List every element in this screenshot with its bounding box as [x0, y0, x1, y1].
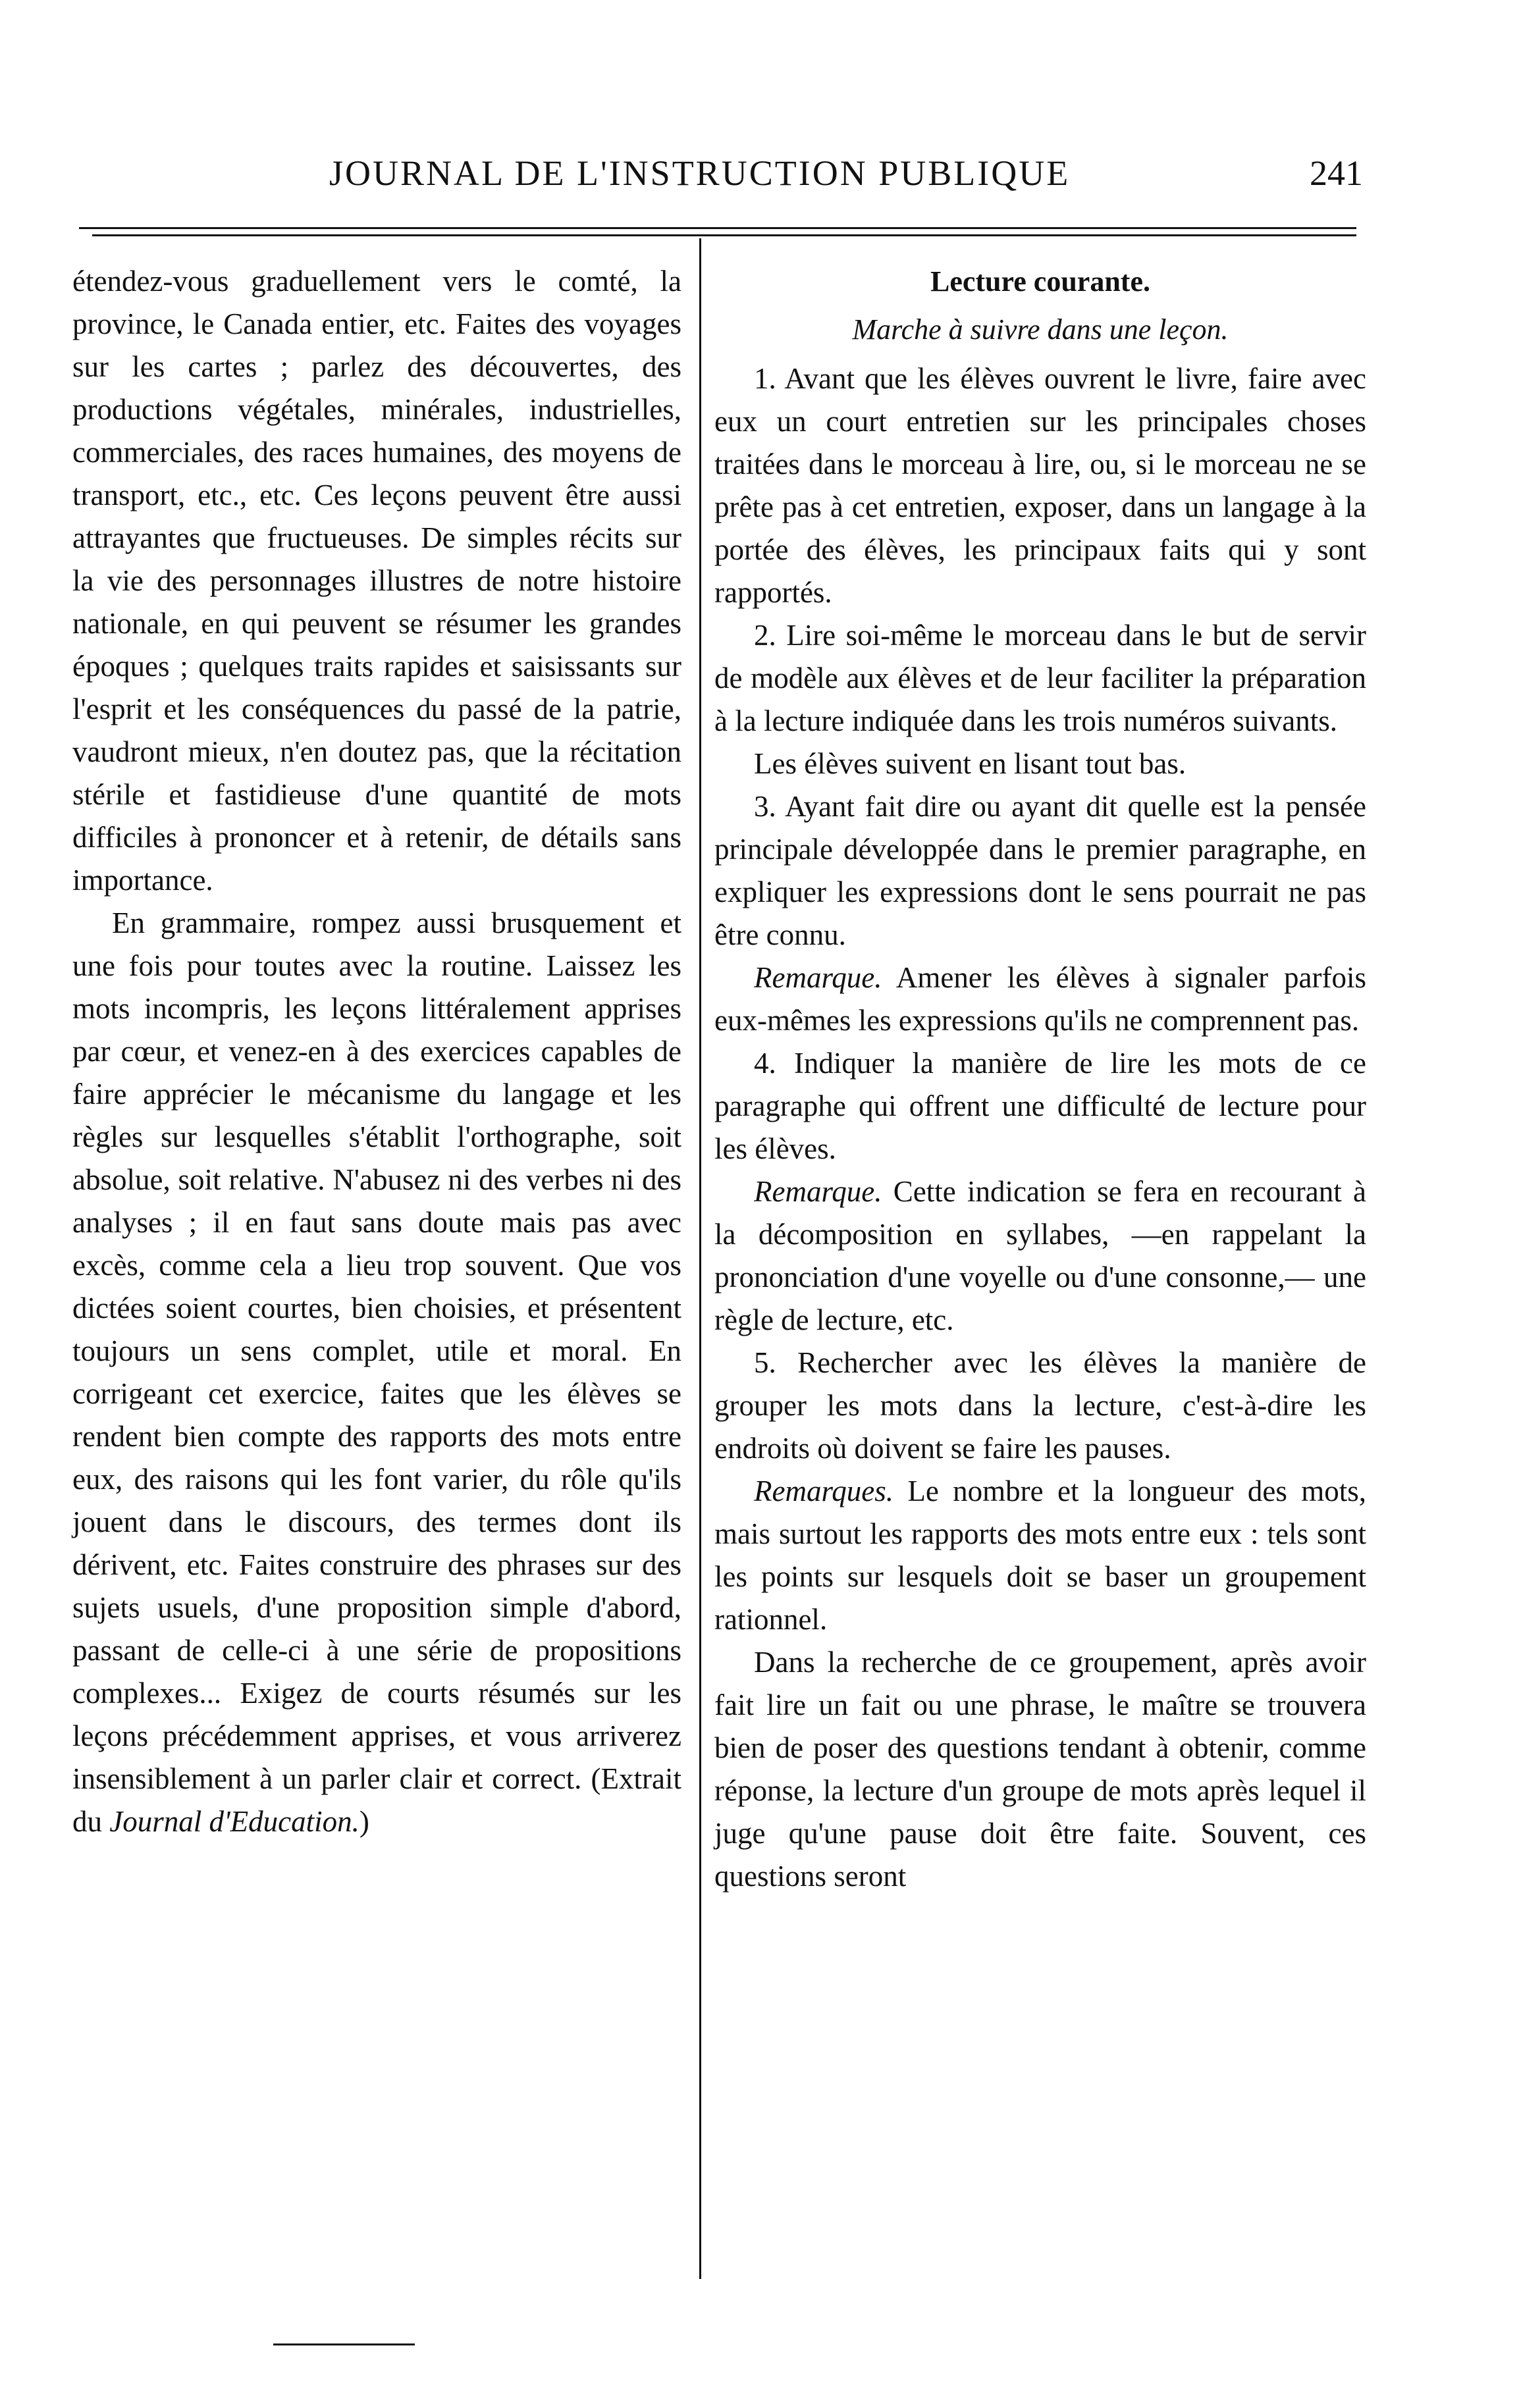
left-paragraph-2-text: En grammaire, rompez aussi brusquement et une fois pour toutes avec la routine. Laissez les mots incompris, les leçons littéralement apprises par cœur, et venez-en à des exercices capables de faire apprécier le mécanisme du langage et les règles sur lesquelles s'établit l'orthographe, soit absolue, soit relative. N'abusez ni des verbes ni des analyses ; il en faut sans doute mais pas avec excès, comme cela a lieu trop souvent. Que vos dictées soient courtes, bien choisies, et présentent toujours un sens complet, utile et moral. En corrigeant cet exercice, faites que les élèves se rendent bien compte des rapports des mots entre eux, des raisons qui les font varier, du rôle qu'ils jouent dans le discours, des termes dont ils dérivent, etc. Faites construire des phrases sur des sujets usuels, d'une proposition simple d'abord, passant de celle-ci à une série de propositions complexes... Exigez de courts résumés sur les leçons précédemment apprises, et vous arriverez insensiblement à un parler clair et correct. (Extrait du [72, 906, 681, 1838]
item-2: 2. Lire soi-même le morceau dans le but de servir de modèle aux élèves et de leur faciliter la préparation à la lecture indiquée dans les trois numéros suivants. [714, 619, 1366, 737]
item-4: 4. Indiquer la manière de lire les mots de ce paragraphe qui offrent une difficulté de lecture pour les élèves. [714, 1047, 1366, 1165]
right-column [714, 260, 1366, 1898]
left-paragraph-2 [72, 902, 681, 1843]
end-rule [273, 2343, 415, 2345]
item-1: 1. Avant que les élèves ouvrent le livre, faire avec eux un court entretien sur les principales choses traitées dans le morceau à lire, ou, si le morceau ne se prête pas à cet entretien, exposer, dans un langage à la portée des élèves, les principaux faits qui y sont rapportés. [714, 362, 1366, 609]
header-rule-secondary [92, 234, 1356, 236]
remark-3-text: Le nombre et la longueur des mots, mais surtout les rapports des mots entre eux : tels sont les points sur lesquels doit se baser un groupement rationnel. [714, 1475, 1366, 1636]
source-close: ) [359, 1805, 369, 1838]
running-header [66, 153, 1383, 212]
left-paragraph-1: étendez-vous graduellement vers le comté, la province, le Canada entier, etc. Faites des voyages sur les cartes ; parlez des découvertes, des productions végétales, minérales, industrielles, commerciales, des races humaines, des moyens de transport, etc., etc. Ces leçons peuvent être aussi attrayantes que fructueuses. De simples récits sur la vie des personnages illustres de notre histoire nationale, en qui peuvent se résumer les grandes époques ; quelques traits rapides et saisissants sur l'esprit et les conséquences du passé de la patrie, vaudront mieux, n'en doutez pas, que la récitation stérile et fastidieuse d'une quantité de mots difficiles à prononcer et à retenir, de détails sans importance. [72, 265, 681, 897]
item-5: 5. Rechercher avec les élèves la manière de grouper les mots dans la lecture, c'est-à-dire les endroits où doivent se faire les pauses. [714, 1346, 1366, 1465]
section-title: Lecture courante. [930, 265, 1150, 298]
journal-title: JOURNAL DE L'INSTRUCTION PUBLIQUE [329, 153, 1071, 193]
right-last-paragraph: Dans la recherche de ce groupement, après avoir fait lire un fait ou une phrase, le maître se trouvera bien de poser des questions tendant à obtenir, comme réponse, la lecture d'un groupe de mots après lequel il juge qu'une pause doit être faite. Souvent, ces questions seront [714, 1646, 1366, 1893]
page-number: 241 [1310, 153, 1363, 193]
remark-1-label: Remarque. [754, 961, 882, 994]
remark-2 [714, 1170, 1366, 1342]
left-column [72, 260, 681, 1843]
section-subtitle: Marche à suivre dans une leçon. [852, 313, 1229, 346]
remark-1-text: Amener les élèves à signaler parfois eux-mêmes les expressions qu'ils ne comprennent pas. [714, 961, 1366, 1037]
header-rule [79, 227, 1356, 229]
item-3: 3. Ayant fait dire ou ayant dit quelle est la pensée principale développée dans le premier paragraphe, en expliquer les expressions dont le sens pourrait ne pas être connu. [714, 790, 1366, 951]
remark-1 [714, 956, 1366, 1042]
remark-2-text: Cette indication se fera en recourant à la décomposition en syllabes, —en rappelant la prononciation d'une voyelle ou d'une consonne,— une règle de lecture, etc. [714, 1175, 1366, 1336]
remark-3-label: Remarques. [754, 1475, 894, 1507]
remark-2-label: Remarque. [754, 1175, 882, 1208]
source-citation: Journal d'Education. [109, 1805, 360, 1838]
remark-3 [714, 1470, 1366, 1641]
item-2-note: Les élèves suivent en lisant tout bas. [754, 747, 1186, 780]
column-divider [699, 238, 701, 2279]
